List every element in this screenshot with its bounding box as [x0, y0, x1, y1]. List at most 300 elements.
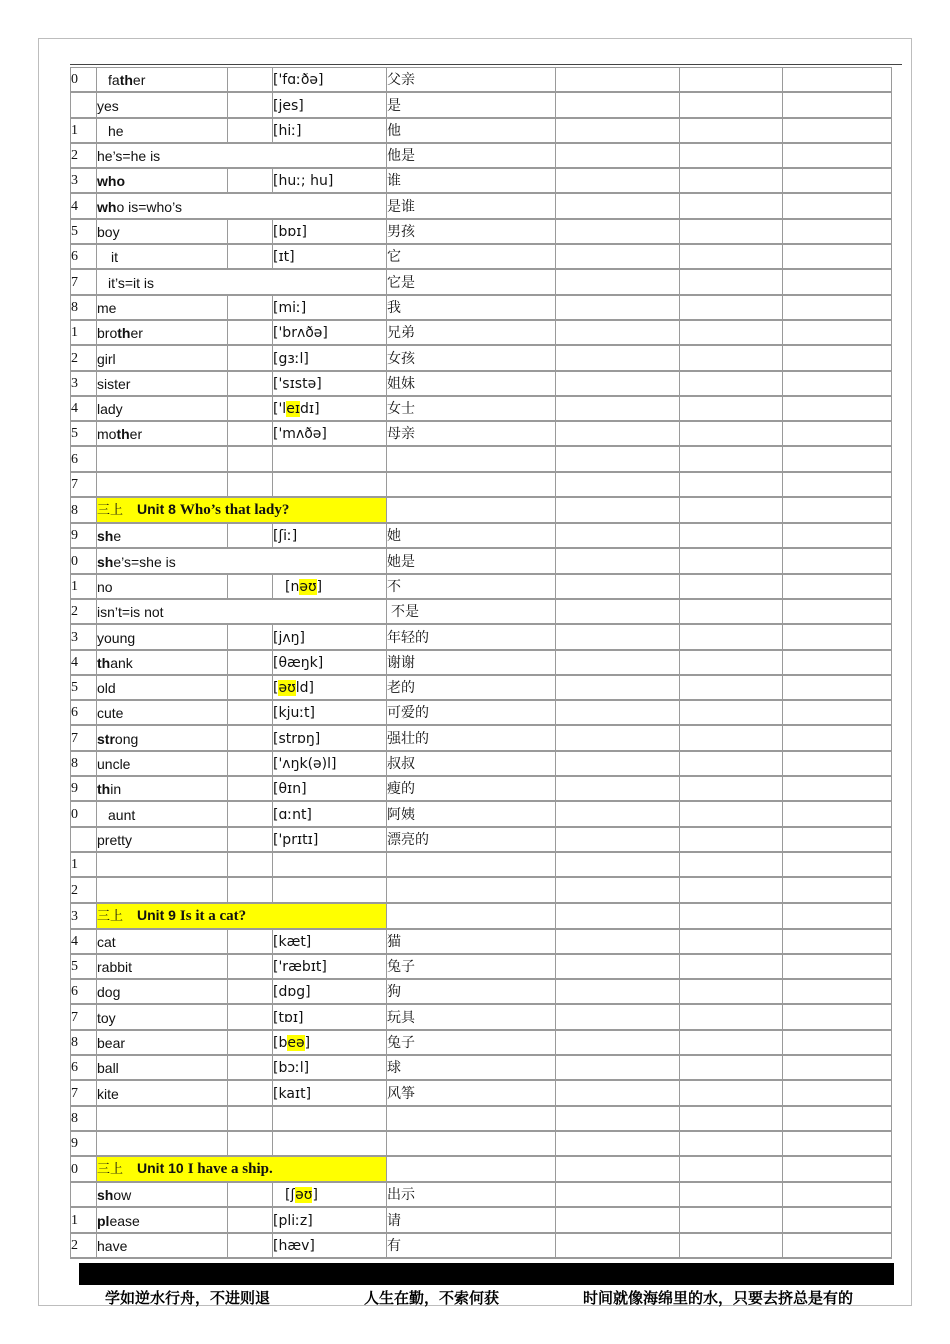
meaning-cell: 强壮的 [387, 725, 556, 750]
row-number: 1 [71, 1207, 97, 1232]
blank-cell [680, 143, 783, 168]
unit-number: Unit 10 [137, 1160, 184, 1177]
blank-cell [680, 295, 783, 320]
blank-cell [556, 877, 680, 902]
blank-cell [680, 244, 783, 269]
meaning-cell: 瘦的 [387, 776, 556, 801]
blank-cell [783, 827, 892, 852]
blank-cell [680, 345, 783, 370]
word-cell [97, 168, 228, 193]
blank-cell [680, 396, 783, 421]
unit-title: I have a ship. [187, 1161, 273, 1178]
phonetic-cell: [jʌŋ] [273, 624, 387, 649]
blank-cell [387, 852, 556, 877]
row-number: 9 [71, 776, 97, 801]
blank-cell [680, 1233, 783, 1258]
word-part: have [97, 1238, 128, 1255]
word-cell [97, 92, 228, 117]
phonetic-cell: [gɜːl] [273, 345, 387, 370]
row-number: 9 [71, 523, 97, 548]
meaning-cell: 兄弟 [387, 320, 556, 345]
phonetic-part: dɪ] [300, 401, 320, 418]
row-number [71, 92, 97, 117]
blank-cell [228, 877, 273, 902]
meaning-cell: 我 [387, 295, 556, 320]
blank-cell [556, 295, 680, 320]
blank-cell [783, 650, 892, 675]
blank-cell [680, 801, 783, 826]
table-row [71, 68, 892, 93]
row-number: 8 [71, 1030, 97, 1055]
footer-motto-2: 人生在勤，不索何获 [364, 1289, 500, 1307]
unit-grade: 三上 [97, 908, 124, 924]
blank-cell [680, 700, 783, 725]
word-part: aunt [108, 806, 136, 823]
table-row [71, 446, 892, 471]
word-part: ong [114, 730, 139, 747]
word-part: yes [97, 97, 119, 114]
blank-cell [783, 1156, 892, 1182]
blank-cell [680, 624, 783, 649]
word-cell [97, 599, 387, 624]
blank-cell [556, 776, 680, 801]
word-cell [97, 1080, 228, 1105]
blank-cell [228, 1207, 273, 1232]
phonetic-part: [ʃ [285, 1187, 296, 1204]
blank-cell [680, 954, 783, 979]
word-part: th [97, 781, 111, 798]
word-cell [97, 295, 228, 320]
word-part: toy [97, 1009, 116, 1026]
blank-cell [556, 1030, 680, 1055]
table-row [71, 92, 892, 117]
row-number: 6 [71, 700, 97, 725]
blank-cell [783, 219, 892, 244]
word-cell [97, 751, 228, 776]
blank-cell [228, 954, 273, 979]
meaning-cell: 叔叔 [387, 751, 556, 776]
blank-cell [556, 1207, 680, 1232]
footer-motto-1: 学如逆水行舟，不进则退 [105, 1289, 271, 1307]
blank-cell [783, 954, 892, 979]
row-number: 8 [71, 497, 97, 523]
blank-cell [556, 497, 680, 523]
row-number: 0 [71, 548, 97, 573]
blank-cell [680, 269, 783, 294]
blank-cell [556, 599, 680, 624]
word-cell [97, 776, 228, 801]
word-part: bro [97, 325, 118, 342]
blank-cell [680, 421, 783, 446]
phonetic-cell: ['ræbɪt] [273, 954, 387, 979]
blank-cell [783, 624, 892, 649]
table-row [71, 827, 892, 852]
phonetic-cell [273, 1030, 387, 1055]
blank-cell [783, 852, 892, 877]
blank-cell [228, 1131, 273, 1156]
word-cell [97, 700, 228, 725]
blank-cell [556, 979, 680, 1004]
word-part: f [108, 72, 112, 89]
blank-cell [783, 801, 892, 826]
row-number: 6 [71, 446, 97, 471]
word-part: sister [97, 375, 131, 392]
phonetic-cell: [bɔːl] [273, 1055, 387, 1080]
word-part: pretty [97, 831, 133, 848]
blank-cell [228, 92, 273, 117]
phonetic-part: ] [316, 578, 323, 595]
blank-cell [387, 877, 556, 902]
row-number [71, 827, 97, 852]
blank-cell [783, 118, 892, 143]
table-row [71, 371, 892, 396]
top-rule [70, 64, 902, 65]
blank-cell [783, 345, 892, 370]
blank-cell [783, 1030, 892, 1055]
blank-cell [556, 244, 680, 269]
blank-cell [783, 776, 892, 801]
blank-cell [556, 574, 680, 599]
vocabulary-table [70, 67, 892, 1259]
phonetic-cell: ['mʌðə] [273, 421, 387, 446]
unit-number: Unit 9 [137, 906, 176, 923]
meaning-cell: 不是 [387, 599, 556, 624]
word-cell [97, 675, 228, 700]
blank-cell [228, 574, 273, 599]
blank-cell [680, 979, 783, 1004]
blank-cell [228, 827, 273, 852]
blank-cell [783, 751, 892, 776]
table-row [71, 979, 892, 1004]
blank-cell [783, 168, 892, 193]
word-part: uncle [97, 756, 131, 773]
word-part: in [110, 781, 122, 798]
phonetic-part: əʊ [278, 680, 296, 697]
phonetic-cell: [dɒg] [273, 979, 387, 1004]
word-cell [97, 725, 228, 750]
blank-cell [680, 497, 783, 523]
word-cell [97, 954, 228, 979]
blank-cell [228, 624, 273, 649]
meaning-cell: 母亲 [387, 421, 556, 446]
word-part: no [97, 578, 113, 595]
table-row [71, 650, 892, 675]
blank-cell [228, 700, 273, 725]
blank-cell [783, 574, 892, 599]
table-row [71, 1233, 892, 1258]
unit-grade: 三上 [97, 1162, 124, 1178]
blank-cell [556, 446, 680, 471]
blank-cell [556, 1131, 680, 1156]
table-row [71, 345, 892, 370]
meaning-cell: 它 [387, 244, 556, 269]
meaning-cell: 女孩 [387, 345, 556, 370]
row-number [71, 1182, 97, 1207]
row-number: 9 [71, 1131, 97, 1156]
meaning-cell: 出示 [387, 1182, 556, 1207]
table-row [71, 168, 892, 193]
word-part: er [130, 325, 143, 342]
meaning-cell: 她 [387, 523, 556, 548]
blank-cell [680, 929, 783, 954]
blank-cell [556, 523, 680, 548]
unit-header-row [71, 497, 892, 523]
row-number: 4 [71, 929, 97, 954]
row-number: 2 [71, 143, 97, 168]
blank-cell [680, 1131, 783, 1156]
blank-cell [228, 776, 273, 801]
blank-cell [680, 852, 783, 877]
meaning-cell: 玩具 [387, 1004, 556, 1029]
word-cell [97, 421, 228, 446]
blank-cell [228, 1030, 273, 1055]
blank-cell [556, 954, 680, 979]
word-part: boy [97, 224, 120, 241]
phonetic-cell [273, 1182, 387, 1207]
phonetic-part: eə [287, 1034, 305, 1051]
meaning-cell: 它是 [387, 269, 556, 294]
blank-cell [680, 1030, 783, 1055]
table-row [71, 219, 892, 244]
unit-title: Who’s that lady? [179, 502, 290, 519]
row-number: 1 [71, 118, 97, 143]
blank-cell [680, 675, 783, 700]
blank-cell [556, 168, 680, 193]
table-row [71, 1030, 892, 1055]
phonetic-cell: [jes] [273, 92, 387, 117]
blank-cell [556, 68, 680, 93]
blank-cell [783, 1004, 892, 1029]
table-row [71, 599, 892, 624]
word-cell [97, 269, 387, 294]
word-part: th [119, 72, 133, 89]
word-part: it’s=it is [108, 274, 155, 291]
meaning-cell: 可爱的 [387, 700, 556, 725]
blank-cell [97, 472, 228, 497]
meaning-cell: 猫 [387, 929, 556, 954]
meaning-cell: 有 [387, 1233, 556, 1258]
row-number: 7 [71, 472, 97, 497]
phonetic-cell: [huː; hu] [273, 168, 387, 193]
meaning-cell: 年轻的 [387, 624, 556, 649]
blank-cell [783, 523, 892, 548]
word-part: th [97, 654, 111, 671]
blank-cell [783, 396, 892, 421]
row-number: 0 [71, 1156, 97, 1182]
blank-cell [556, 345, 680, 370]
word-part: kite [97, 1085, 119, 1102]
unit-heading [97, 497, 387, 523]
blank-cell [556, 1156, 680, 1182]
word-part: ow [113, 1187, 132, 1204]
table-row [71, 954, 892, 979]
row-number: 2 [71, 599, 97, 624]
blank-cell [273, 852, 387, 877]
table-row [71, 143, 892, 168]
meaning-cell: 他是 [387, 143, 556, 168]
word-cell [97, 1207, 228, 1232]
row-number: 7 [71, 1080, 97, 1105]
blank-cell [783, 320, 892, 345]
blank-cell [783, 548, 892, 573]
word-part: dog [97, 984, 121, 1001]
row-number: 5 [71, 675, 97, 700]
blank-cell [97, 1131, 228, 1156]
blank-cell [228, 725, 273, 750]
blank-cell [97, 446, 228, 471]
blank-cell [228, 396, 273, 421]
blank-cell [228, 675, 273, 700]
blank-cell [783, 979, 892, 1004]
phonetic-cell: [hiː] [273, 118, 387, 143]
word-part: sh [97, 528, 114, 545]
table-row [71, 776, 892, 801]
word-cell [97, 68, 228, 93]
phonetic-cell: [hæv] [273, 1233, 387, 1258]
word-part: sh [97, 1187, 114, 1204]
blank-cell [556, 472, 680, 497]
blank-cell [783, 675, 892, 700]
phonetic-cell: [kaɪt] [273, 1080, 387, 1105]
word-part: who [97, 173, 125, 190]
word-part: ball [97, 1060, 119, 1077]
blank-cell [680, 751, 783, 776]
blank-cell [680, 219, 783, 244]
blank-cell [228, 371, 273, 396]
phonetic-cell: [bɒɪ] [273, 219, 387, 244]
word-part: th [117, 325, 131, 342]
blank-cell [783, 1233, 892, 1258]
table-row [71, 624, 892, 649]
word-part: er [132, 72, 146, 89]
blank-cell [556, 371, 680, 396]
blank-cell [228, 219, 273, 244]
unit-number: Unit 8 [137, 501, 176, 518]
blank-cell [228, 1233, 273, 1258]
row-number: 1 [71, 320, 97, 345]
table-row [71, 1106, 892, 1131]
blank-cell [556, 396, 680, 421]
row-number: 6 [71, 244, 97, 269]
blank-cell [680, 371, 783, 396]
blank-cell [680, 320, 783, 345]
blank-cell [680, 472, 783, 497]
word-part: girl [97, 350, 116, 367]
word-part: th [116, 426, 130, 443]
blank-cell [273, 446, 387, 471]
blank-cell [556, 675, 680, 700]
word-part: a [111, 72, 120, 89]
blank-cell [680, 725, 783, 750]
table-row [71, 421, 892, 446]
meaning-cell: 谁 [387, 168, 556, 193]
table-row [71, 320, 892, 345]
word-part: isn’t=is not [97, 604, 164, 621]
table-row [71, 295, 892, 320]
blank-cell [783, 244, 892, 269]
word-part: it [111, 249, 118, 266]
phonetic-cell: [kjuːt] [273, 700, 387, 725]
word-part: old [97, 680, 116, 697]
row-number: 2 [71, 345, 97, 370]
table-row [71, 1182, 892, 1207]
blank-cell [680, 1156, 783, 1182]
word-cell [97, 371, 228, 396]
phonetic-cell: [kæt] [273, 929, 387, 954]
blank-cell [783, 1207, 892, 1232]
blank-cell [556, 827, 680, 852]
blank-cell [680, 68, 783, 93]
phonetic-cell: [pliːz] [273, 1207, 387, 1232]
unit-heading [97, 1156, 387, 1182]
table-row [71, 877, 892, 902]
phonetic-cell: ['brʌðə] [273, 320, 387, 345]
blank-cell [556, 118, 680, 143]
blank-cell [228, 168, 273, 193]
phonetic-cell [273, 574, 387, 599]
blank-cell [556, 269, 680, 294]
word-cell [97, 548, 387, 573]
blank-cell [680, 650, 783, 675]
row-number: 5 [71, 421, 97, 446]
phonetic-cell [273, 396, 387, 421]
row-number: 3 [71, 624, 97, 649]
word-part: bear [97, 1034, 126, 1051]
table-row [71, 118, 892, 143]
word-part: ease [109, 1212, 140, 1229]
blank-cell [680, 168, 783, 193]
word-cell [97, 118, 228, 143]
blank-cell [680, 1182, 783, 1207]
blank-cell [783, 700, 892, 725]
row-number: 2 [71, 1233, 97, 1258]
word-cell [97, 320, 228, 345]
row-number: 4 [71, 650, 97, 675]
blank-cell [680, 776, 783, 801]
phonetic-cell: [tɒɪ] [273, 1004, 387, 1029]
blank-cell [556, 903, 680, 929]
word-part: lady [97, 401, 123, 418]
phonetic-cell: [θɪn] [273, 776, 387, 801]
word-cell [97, 979, 228, 1004]
word-cell [97, 1182, 228, 1207]
unit-header-row [71, 903, 892, 929]
blank-cell [556, 1004, 680, 1029]
word-cell [97, 1030, 228, 1055]
phonetic-cell: [θæŋk] [273, 650, 387, 675]
blank-cell [228, 1182, 273, 1207]
meaning-cell: 女士 [387, 396, 556, 421]
blank-cell [680, 574, 783, 599]
word-part: young [97, 629, 136, 646]
unit-heading [97, 903, 387, 929]
meaning-cell: 男孩 [387, 219, 556, 244]
row-number: 3 [71, 168, 97, 193]
table-row [71, 472, 892, 497]
word-cell [97, 1004, 228, 1029]
meaning-cell: 不 [387, 574, 556, 599]
blank-cell [228, 295, 273, 320]
blank-cell [556, 320, 680, 345]
phonetic-part: [ [273, 680, 279, 697]
word-cell [97, 801, 228, 826]
blank-cell [228, 1004, 273, 1029]
blank-cell [228, 929, 273, 954]
blank-cell [556, 1233, 680, 1258]
phonetic-part: əʊ [295, 1187, 313, 1204]
blank-cell [97, 1106, 228, 1131]
blank-cell [783, 725, 892, 750]
